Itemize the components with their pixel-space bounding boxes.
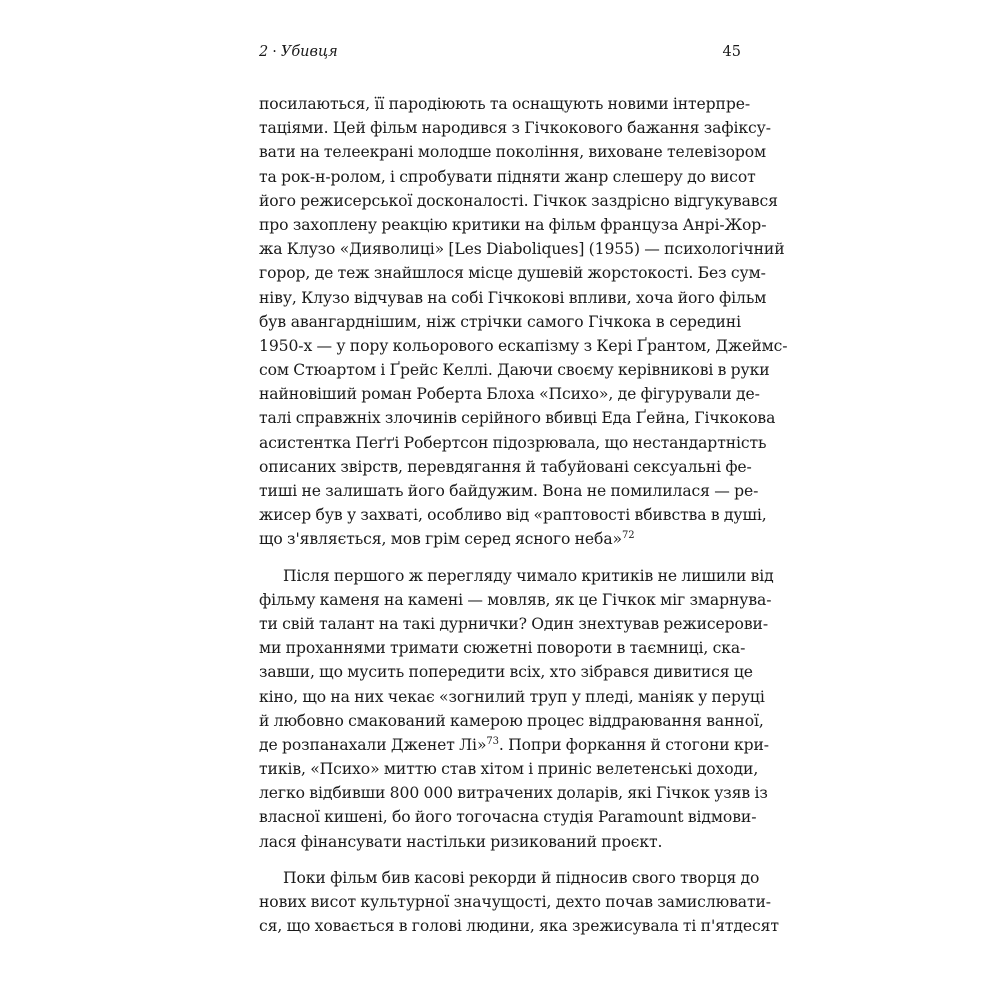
footnote-marker[interactable]: 73: [486, 735, 499, 747]
text-line: [259, 455, 752, 479]
text-line: [259, 660, 753, 684]
text-line: [259, 685, 765, 709]
text-line: [259, 286, 767, 310]
chapter-number: 2: [259, 44, 269, 60]
line-text: 1950-х — у пору кольорового ескапізму з Кері Ґрантом, Джеймс-: [259, 336, 788, 355]
line-text: найновіший роман Роберта Блоха «Психо», де фігурували де-: [259, 385, 760, 404]
text-line: [259, 406, 776, 430]
line-text: асистентка Пеґґі Робертсон підозрювала, що нестандартність: [259, 433, 767, 452]
text-line: [259, 709, 764, 733]
line-text: де розпанахали Дженет Лі»: [259, 735, 487, 754]
running-head: [259, 44, 741, 74]
line-text: кіно, що на них чекає «зогнилий труп у пледі, маніяк у перуці: [259, 687, 765, 706]
line-text: був авангарднішим, ніж стрічки самого Гічкока в середині: [259, 312, 741, 331]
line-text: Поки фільм бив касові рекорди й підносив свого творця до: [283, 868, 760, 887]
chapter-heading: [259, 44, 338, 60]
line-text: фільму каменя на камені — мовляв, як це Гічкок міг змарнува-: [259, 590, 772, 609]
line-text: сом Стюартом і Ґрейс Келлі. Даючи своєму керівникові в руки: [259, 361, 770, 380]
text-line: [259, 479, 759, 503]
line-text: що з'являється, мов грім серед ясного неба»: [259, 530, 622, 549]
line-text: й любовно смакований камерою процес віддраювання ванної,: [259, 711, 764, 730]
paragraph-gap: [259, 552, 741, 564]
paragraph-gap: [259, 854, 741, 866]
line-text: нових висот культурної значущості, дехто почав замислювати-: [259, 893, 771, 911]
text-line: [259, 733, 769, 757]
chapter-separator: ·: [272, 44, 277, 60]
text-line: [259, 431, 767, 455]
text-line: [259, 92, 751, 116]
line-text: описаних звірств, перевдягання й табуйовані сексуальні фе-: [259, 457, 752, 476]
text-line: [259, 636, 746, 660]
text-line: [259, 564, 774, 588]
line-text: тиків, «Психо» миттю став хітом і приніс велетенські доходи,: [259, 760, 759, 779]
text-line: [259, 588, 772, 612]
paragraph: [259, 866, 779, 939]
chapter-title: Убивця: [280, 44, 338, 60]
text-line: [259, 116, 771, 140]
line-text: жа Клузо «Дияволиці» [Les Diaboliques] (1955) — психологічний: [259, 240, 785, 259]
text-line: [259, 527, 741, 551]
text-line: [259, 237, 785, 261]
paragraph: [259, 92, 788, 552]
line-text: ти свій талант на такі дурнички? Один знехтував режисерови-: [259, 614, 768, 633]
text-line: [259, 310, 741, 334]
line-text: його режисерської досконалості. Гічкок заздрісно відгукувався: [259, 191, 778, 210]
line-text: вати на телеекрані молодше покоління, виховане телевізором: [259, 143, 767, 162]
line-text: ми проханнями тримати сюжетні повороти в таємниці, ска-: [259, 639, 746, 658]
line-text: жисер був у захваті, особливо від «раптовості вбивства в душі,: [259, 506, 767, 525]
line-text: ся, що ховається в голові людини, яка зрежисувала ті п'ятдесят: [259, 917, 779, 936]
text-line: [259, 261, 766, 285]
line-text: про захоплену реакцію критики на фільм француза Анрі-Жор-: [259, 215, 767, 234]
paragraph: [259, 564, 774, 854]
text-line: [259, 866, 760, 890]
text-line: [259, 358, 770, 382]
text-line: [259, 503, 767, 527]
body-text: [259, 92, 788, 938]
footnote-marker[interactable]: 72: [621, 530, 635, 542]
line-text: та рок-н-ролом, і спробувати підняти жанр слешеру до висот: [259, 167, 756, 186]
text-line: [259, 757, 759, 781]
line-text: талі справжніх злочинів серійного вбивці Еда Ґейна, Гічкокова: [259, 409, 776, 428]
text-line: [259, 189, 778, 213]
line-text: лася фінансувати настільки ризикований проєкт.: [259, 832, 663, 851]
line-text: таціями. Цей фільм народився з Гічкокового бажання зафіксу-: [259, 119, 771, 138]
line-text: тиші не залишать його байдужим. Вона не помилилася — ре-: [259, 482, 759, 500]
line-text: ніву, Клузо відчував на собі Гічкокові впливи, хоча його фільм: [259, 288, 767, 307]
line-text: власної кишені, бо його тогочасна студія Paramount відмови-: [259, 808, 757, 827]
line-text-continued: . Попри форкання й стогони кри-: [498, 735, 769, 754]
text-line: [259, 382, 760, 406]
text-line: [259, 914, 779, 938]
line-text: Після першого ж перегляду чимало критиків не лишили від: [283, 566, 774, 585]
line-text: горор, де теж знайшлося місце душевій жорстокості. Без сум-: [259, 264, 766, 283]
text-line: [259, 781, 768, 805]
text-line: [259, 830, 741, 854]
book-page: [259, 44, 788, 938]
line-text: посилаються, її пародіюють та оснащують новими інтерпре-: [259, 95, 751, 113]
text-line: [259, 213, 767, 237]
text-line: [259, 165, 756, 189]
line-text: легко відбивши 800 000 витрачених доларів, які Гічкок узяв із: [259, 784, 768, 803]
text-line: [259, 140, 767, 164]
text-line: [259, 805, 757, 829]
text-line: [259, 612, 768, 636]
page-number: 45: [722, 44, 741, 60]
text-line: [259, 890, 771, 914]
line-text: завши, що мусить попередити всіх, хто зібрався дивитися це: [259, 663, 753, 682]
text-line: [259, 334, 788, 358]
